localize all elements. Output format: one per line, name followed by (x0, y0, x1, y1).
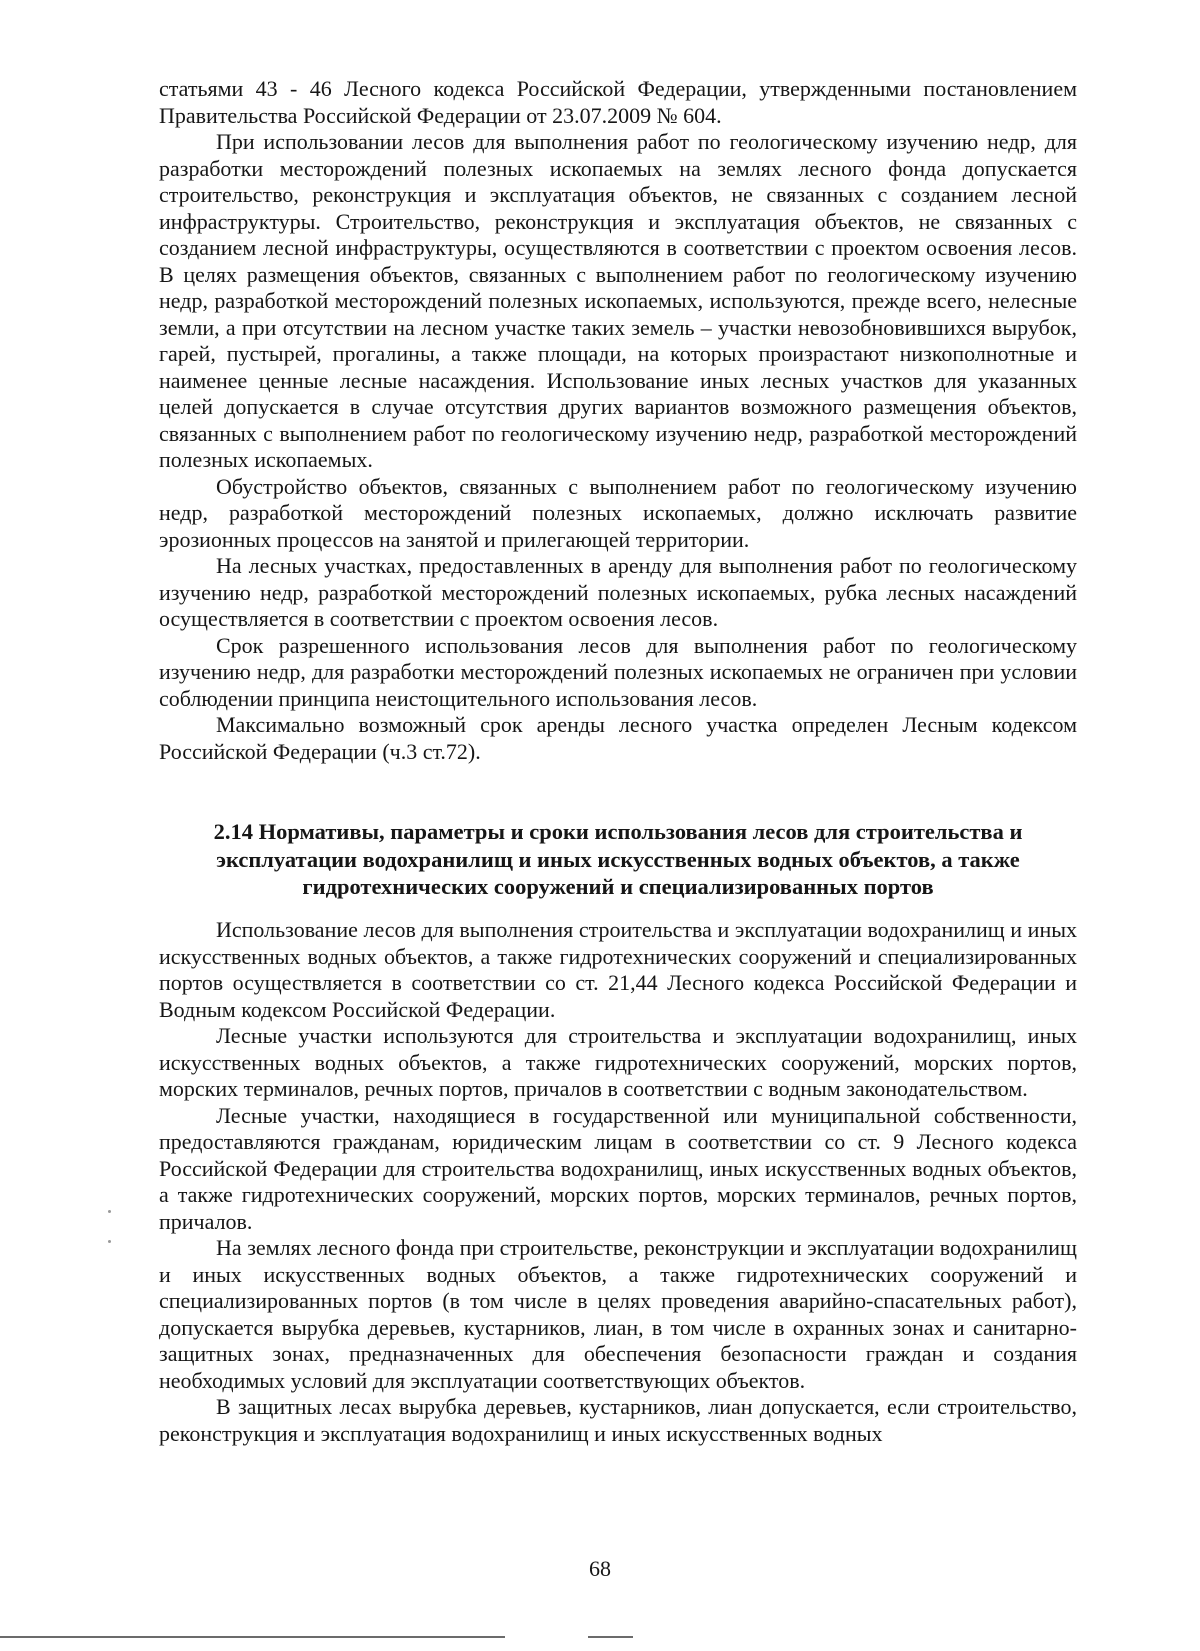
scan-speck (108, 1240, 111, 1243)
paragraph-geological-objects: При использовании лесов для выполнения работ по геологическому изучению недр, для разработки месторождений полезных ископаемых на землях лесного фонда допускается строительство, реконструкция и эксплуатация объектов, не связанных с созданием лесной инфраструктуры. Строительство, реконструкция и эксплуатация объектов, не связанных с созданием лесной инфраструктуры, осуществляются в соответствии с проектом освоения лесов. В целях размещения объектов, связанных с выполнением работ по геологическому изучению недр, разработкой месторождений полезных ископаемых, используются, прежде всего, нелесные земли, а при отсутствии на лесном участке таких земель – участки невозобновившихся вырубок, гарей, пустырей, прогалины, а также площади, на которых произрастают низкополнотные и наименее ценные лесные насаждения. Использование иных лесных участков для указанных целей допускается в случае отсутствия других вариантов возможного размещения объектов, связанных с выполнением работ по геологическому изучению недр, разработкой месторождений полезных ископаемых. (159, 129, 1077, 472)
scan-speck (108, 1210, 111, 1213)
paragraph-lease-felling: На лесных участках, предоставленных в аренду для выполнения работ по геологическому изучению недр, разработкой месторождений полезных ископаемых, рубка лесных насаждений осуществляется в соответствии с проектом освоения лесов. (159, 553, 1077, 631)
paragraph-land-plots-usage: Лесные участки используются для строительства и эксплуатации водохранилищ, иных искусственных водных объектов, а также гидротехнических сооружений, морских портов, морских терминалов, речных портов, причалов в соответствии с водным законодательством. (159, 1023, 1077, 1101)
paragraph-state-property: Лесные участки, находящиеся в государственной или муниципальной собственности, предоставляются гражданам, юридическим лицам в соответствии со ст. 9 Лесного кодекса Российской Федерации для строительства водохранилищ, иных искусственных водных объектов, а также гидротехнических сооружений, морских портов, морских терминалов, речных портов, причалов. (159, 1102, 1077, 1234)
section-text-block (159, 917, 1077, 1447)
paragraph-reservoirs-use: Использование лесов для выполнения строительства и эксплуатации водохранилищ и иных искусственных водных объектов, а также гидротехнических сооружений и специализированных портов осуществляется в соответствии со ст. 21,44 Лесного кодекса Российской Федерации и Водным кодексом Российской Федерации. (159, 917, 1077, 1022)
scan-edge-line (588, 1636, 633, 1638)
paragraph-protective-forests: В защитных лесах вырубка деревьев, кустарников, лиан допускается, если строительство, реконструкция и эксплуатация водохранилищ и иных искусственных водных (159, 1394, 1077, 1446)
top-text-block (159, 76, 1077, 765)
paragraph-erosion: Обустройство объектов, связанных с выполнением работ по геологическому изучению недр, разработкой месторождений полезных ископаемых, должно исключать развитие эрозионных процессов на занятой и прилегающей территории. (159, 473, 1077, 552)
paragraph-use-term: Срок разрешенного использования лесов для выполнения работ по геологическому изучению недр, для разработки месторождений полезных ископаемых не ограничен при условии соблюдении принципа неистощительного использования лесов. (159, 632, 1077, 711)
paragraph-continuation: статьями 43 - 46 Лесного кодекса Российской Федерации, утвержденными постановлением Правительства Российской Федерации от 23.07.2009 № 604. (159, 76, 1077, 128)
paragraph-felling-permitted: На землях лесного фонда при строительстве, реконструкции и эксплуатации водохранилищ и иных искусственных водных объектов, а также гидротехнических сооружений и специализированных портов (в том числе в целях проведения аварийно-спасательных работ), допускается вырубка деревьев, кустарников, лиан, в том числе в охранных зонах и санитарно-защитных зонах, предназначенных для обеспечения безопасности граждан и создания необходимых условий для эксплуатации соответствующих объектов. (159, 1235, 1077, 1393)
page-number: 68 (589, 1556, 611, 1581)
scan-edge-line (0, 1636, 505, 1638)
paragraph-max-lease-term: Максимально возможный срок аренды лесного участка определен Лесным кодексом Российской Федерации (ч.3 ст.72). (159, 712, 1077, 764)
section-heading: 2.14 Нормативы, параметры и сроки использования лесов для строительства и эксплуатации водохранилищ и иных искусственных водных объектов, а также гидротехнических сооружений и специализированных портов (213, 819, 1023, 899)
